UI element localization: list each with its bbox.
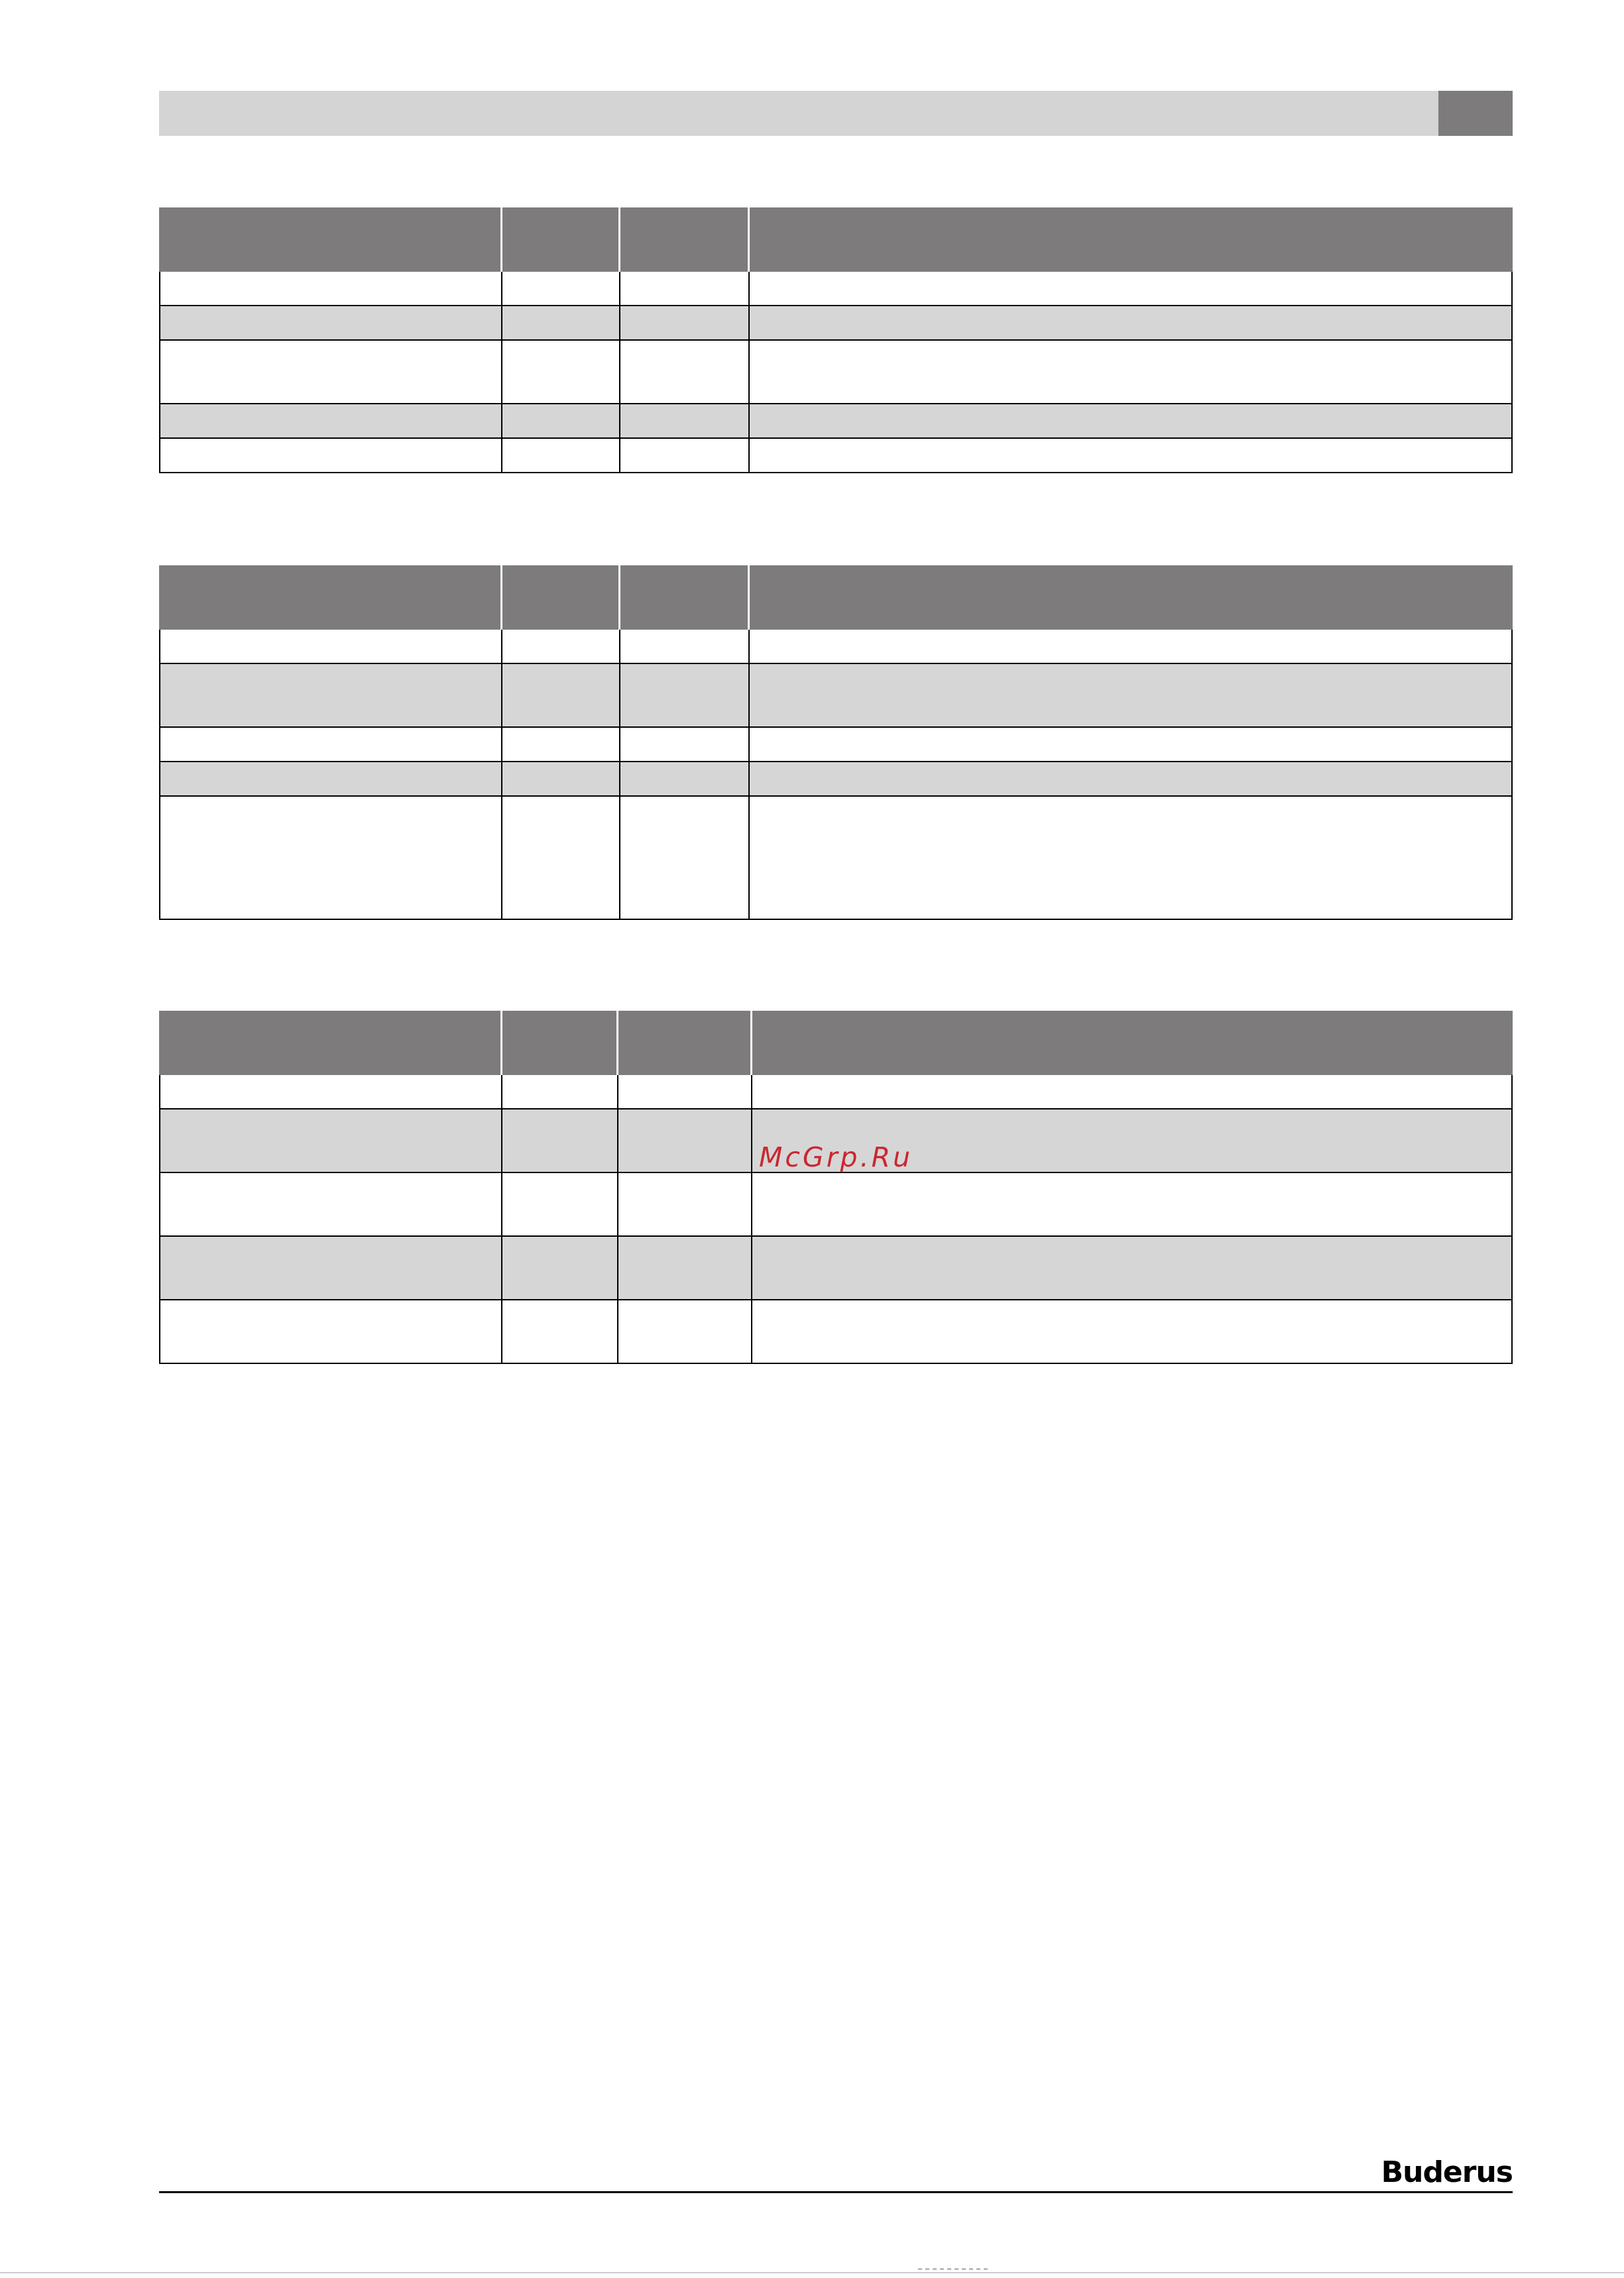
table-row bbox=[159, 1300, 1513, 1364]
header-cell bbox=[159, 1011, 502, 1075]
table-row bbox=[159, 664, 1513, 728]
table-cell bbox=[620, 306, 750, 339]
table-cell bbox=[502, 439, 620, 472]
table-cell bbox=[502, 1110, 618, 1172]
table-cell bbox=[160, 1300, 502, 1363]
table-cell bbox=[160, 762, 502, 795]
table-cell bbox=[750, 306, 1511, 339]
table-cell bbox=[160, 404, 502, 437]
table-header bbox=[159, 565, 1513, 630]
table-header bbox=[159, 207, 1513, 272]
table-cell bbox=[160, 1075, 502, 1108]
table-cell bbox=[502, 1173, 618, 1235]
table-cell bbox=[750, 797, 1511, 919]
table-row bbox=[159, 797, 1513, 920]
header-cell bbox=[618, 1011, 752, 1075]
table-cell bbox=[752, 1173, 1511, 1235]
table-row bbox=[159, 341, 1513, 404]
table-row bbox=[159, 272, 1513, 306]
header-cell bbox=[750, 207, 1513, 272]
scan-artifact bbox=[918, 2268, 991, 2270]
table-cell bbox=[160, 439, 502, 472]
table-cell bbox=[618, 1110, 752, 1172]
table-cell bbox=[160, 341, 502, 403]
table-cell bbox=[620, 664, 750, 726]
table-row bbox=[159, 1075, 1513, 1110]
table-cell bbox=[752, 1300, 1511, 1363]
table-cell bbox=[502, 341, 620, 403]
brand-logo: Buderus bbox=[1381, 2155, 1513, 2189]
header-bar bbox=[159, 91, 1438, 136]
header-cell bbox=[159, 565, 502, 630]
table-cell bbox=[502, 664, 620, 726]
table-cell bbox=[618, 1173, 752, 1235]
chapter-tab bbox=[1438, 91, 1513, 136]
table-cell bbox=[160, 1110, 502, 1172]
header-cell bbox=[620, 207, 750, 272]
table-cell bbox=[620, 272, 750, 305]
table-cell bbox=[750, 728, 1511, 761]
table-cell bbox=[750, 404, 1511, 437]
table-cell bbox=[750, 762, 1511, 795]
table-cell bbox=[160, 272, 502, 305]
table-row bbox=[159, 439, 1513, 473]
table-cell bbox=[750, 272, 1511, 305]
table-cell bbox=[620, 728, 750, 761]
table-cell bbox=[750, 341, 1511, 403]
table-cell bbox=[160, 630, 502, 663]
table-1 bbox=[159, 207, 1513, 473]
table-cell bbox=[750, 664, 1511, 726]
table-cell bbox=[502, 1300, 618, 1363]
table-row bbox=[159, 1173, 1513, 1237]
table-cell bbox=[620, 762, 750, 795]
table-cell bbox=[618, 1237, 752, 1299]
table-cell bbox=[502, 1075, 618, 1108]
table-cell bbox=[502, 1237, 618, 1299]
table-3 bbox=[159, 1011, 1513, 1364]
table-cell bbox=[620, 630, 750, 663]
table-cell bbox=[502, 630, 620, 663]
table-row bbox=[159, 630, 1513, 664]
header-cell bbox=[502, 207, 620, 272]
table-cell bbox=[618, 1300, 752, 1363]
page-edge-line bbox=[0, 2272, 1624, 2273]
header-cell bbox=[502, 565, 620, 630]
table-cell bbox=[618, 1075, 752, 1108]
header-cell bbox=[750, 565, 1513, 630]
table-row bbox=[159, 728, 1513, 762]
footer-divider bbox=[159, 2191, 1513, 2193]
table-cell bbox=[160, 1237, 502, 1299]
table-cell bbox=[160, 306, 502, 339]
table-cell bbox=[752, 1237, 1511, 1299]
table-header bbox=[159, 1011, 1513, 1075]
table-cell bbox=[502, 728, 620, 761]
watermark-text: McGrp.Ru bbox=[759, 1141, 913, 1173]
table-cell bbox=[502, 272, 620, 305]
table-cell bbox=[502, 797, 620, 919]
table-cell bbox=[160, 797, 502, 919]
table-cell bbox=[620, 797, 750, 919]
header-cell bbox=[620, 565, 750, 630]
table-cell bbox=[502, 762, 620, 795]
table-cell bbox=[750, 630, 1511, 663]
table-2 bbox=[159, 565, 1513, 920]
header-cell bbox=[752, 1011, 1513, 1075]
table-cell bbox=[160, 664, 502, 726]
table-row bbox=[159, 306, 1513, 341]
table-row bbox=[159, 1237, 1513, 1300]
table-row bbox=[159, 762, 1513, 797]
table-cell bbox=[750, 439, 1511, 472]
table-cell bbox=[752, 1075, 1511, 1108]
header-cell bbox=[159, 207, 502, 272]
table-cell bbox=[502, 404, 620, 437]
table-cell bbox=[620, 404, 750, 437]
table-cell bbox=[160, 728, 502, 761]
table-cell bbox=[620, 439, 750, 472]
table-row bbox=[159, 404, 1513, 439]
table-cell bbox=[160, 1173, 502, 1235]
table-cell bbox=[502, 306, 620, 339]
table-cell bbox=[620, 341, 750, 403]
header-cell bbox=[502, 1011, 618, 1075]
